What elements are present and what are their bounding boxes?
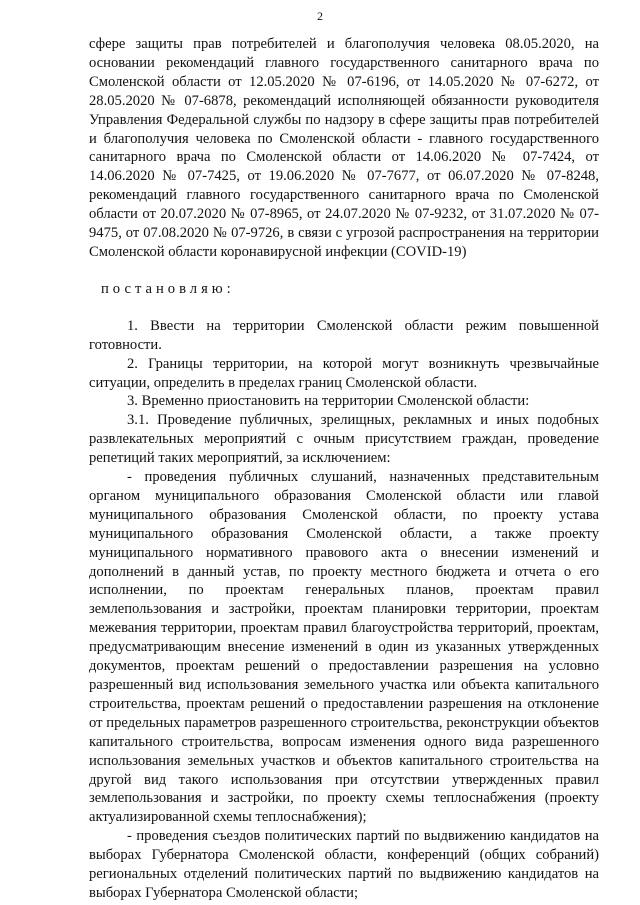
item-3-1: 3.1. Проведение публичных, зрелищных, рекламных и иных подобных развлекательных мероприятий с очным присутствием граждан, проведение репетиций таких мероприятий, за исключением: [89,412,599,467]
exception-party-congresses: - проведения съездов политических партий по выдвижению кандидатов на выборах Губернатора Смоленской области, конференций (общих собраний) региональных отделений политических партий по выдвижению кандидатов на выборах Губернатора Смоленской области; [89,828,599,901]
page-number: 2 [317,9,323,23]
decree-word: постановляю: [101,280,235,297]
document-body [89,35,599,903]
item-2: 2. Границы территории, на которой могут возникнуть чрезвычайные ситуации, определить в пределах границ Смоленской области. [89,355,599,391]
item-3: 3. Временно приостановить на территории Смоленской области: [127,393,530,410]
exception-public-hearings: - проведения публичных слушаний, назначенных представительным органом муниципального образования Смоленской области или главой муниципального образования Смоленской области, по проекту устава муниципального образования Смоленской области, а также проекту муниципального нормативного правового акта о внесении изменений и дополнений в данный устав, по проекту местного бюджета и отчета о его исполнении, по проектам генеральных планов, проектам правил землепользования и застройки, проектам планировки территории, проектам межевания территории, проектам правил благоустройства территорий, проектам, предусматривающим внесение изменений в один из указанных утвержденных документов, проектам решений о предоставлении разрешения на условно разрешенный вид использования земельного участка или объекта капитального строительства, проектам решений о предоставлении разрешения на отклонение от предельных параметров разрешенного строительства, реконструкции объектов капитального строительства, вопросам изменения одного вида разрешенного использования земельных участков и объектов капитального строительства на другой вид такого использования при отсутствии утвержденных правил землепользования и застройки, по проекту схемы теплоснабжения (проекту актуализированной схемы теплоснабжения); [89,469,599,826]
preamble-paragraph: сфере защиты прав потребителей и благополучия человека 08.05.2020, на основании рекомендаций главного государственного санитарного врача по Смоленской области от 12.05.2020 № 07-6196, от 14.05.2020 № 07-6272, от 28.05.2020 № 07-6878, рекомендаций исполняющей обязанности руководителя Управления Федеральной службы по надзору в сфере защиты прав потребителей и благополучия человека по Смоленской области - главного государственного санитарного врача по Смоленской области от 14.06.2020 № 07-7424, от 14.06.2020 № 07-7425, от 19.06.2020 № 07-7677, от 06.07.2020 № 07-8248, рекомендаций главного государственного санитарного врача по Смоленской области от 20.07.2020 № 07-8965, от 24.07.2020 № 07-9232, от 31.07.2020 № 07-9475, от 07.08.2020 № 07-9726, в связи с угрозой распространения на территории Смоленской области коронавирусной инфекции (COVID-19) [89,36,599,260]
item-1: 1. Ввести на территории Смоленской области режим повышенной готовности. [89,317,599,353]
